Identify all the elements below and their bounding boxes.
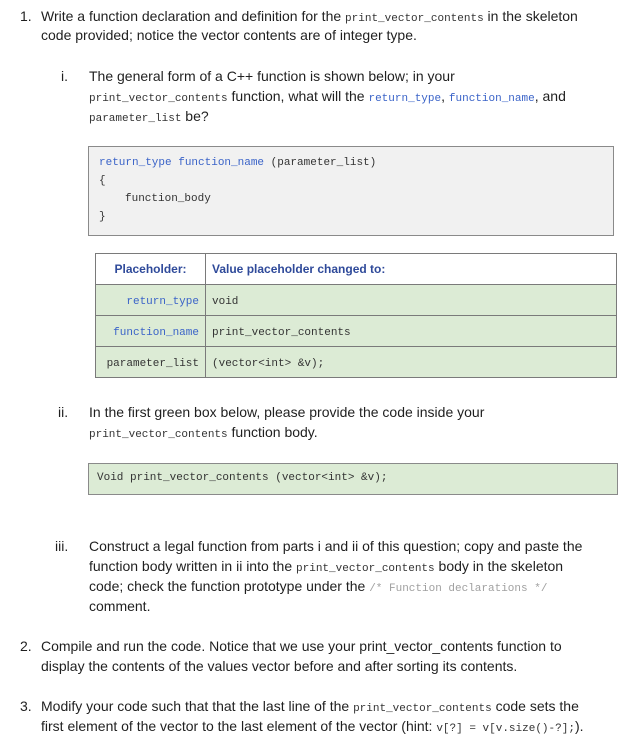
q2-line-1: Compile and run the code. Notice that we use your print_vector_contents function to [41, 638, 562, 654]
part-i-line-1: The general form of a C++ function is shown below; in your [89, 68, 455, 84]
value-cell: void [212, 295, 239, 308]
header-value: Value placeholder changed to: [206, 254, 617, 285]
part-i-text: be? [181, 108, 209, 124]
inline-code: function_name [448, 93, 535, 105]
q2-number: 2. [20, 638, 32, 654]
q3-number: 3. [20, 698, 32, 714]
part-i-text: , [441, 88, 449, 104]
part-iii-text: body in the skeleton [434, 558, 564, 574]
inline-code: return_type [368, 93, 442, 105]
placeholder-cell: return_type [126, 295, 199, 308]
general-function-code-box [88, 146, 614, 236]
q3-text: first element of the vector to the last element of the vector (hint: [41, 718, 437, 734]
inline-code: parameter_list [89, 113, 182, 125]
q1-code: print_vector_contents [345, 13, 484, 25]
part-iii-line-3 [89, 576, 547, 599]
answer-green-box[interactable] [88, 463, 618, 495]
value-cell: (vector<int> &v); [212, 357, 325, 370]
code-line-3: function_body [125, 193, 211, 205]
part-ii-line-2 [89, 422, 318, 445]
q3-text: code sets the [491, 698, 579, 714]
part-iii-line-4: comment. [89, 598, 151, 614]
part-iii-text: code; check the function prototype under the [89, 578, 370, 594]
part-iii-text: function body written in ii into the [89, 558, 297, 574]
q1-text: in the skeleton [483, 8, 578, 24]
table-row [96, 285, 617, 316]
part-iii-number: iii. [55, 538, 69, 554]
inline-code: v[?] = v[v.size()-?]; [436, 723, 575, 735]
header-placeholder: Placeholder: [96, 254, 206, 285]
table-header-row [96, 254, 617, 285]
inline-code: print_vector_contents [89, 429, 228, 441]
placeholder-table [95, 253, 617, 378]
q1-text: Write a function declaration and definition for the [41, 8, 346, 24]
code-blue-part: return_type function_name [99, 157, 265, 169]
table-row [96, 316, 617, 347]
part-i-number: i. [61, 68, 68, 84]
placeholder-cell: parameter_list [106, 357, 199, 370]
table-row [96, 347, 617, 378]
q2-line-2: display the contents of the values vector before and after sorting its contents. [41, 658, 518, 674]
q3-text: Modify your code such that that the last line of the [41, 698, 354, 714]
value-cell: print_vector_contents [212, 326, 351, 339]
q1-number: 1. [20, 8, 32, 24]
part-i-line-3 [89, 106, 209, 129]
code-line-2: { [99, 175, 106, 187]
q1-line-2: code provided; notice the vector contents are of integer type. [41, 27, 417, 43]
inline-code-comment: /* Function declarations */ [369, 583, 548, 595]
inline-code: print_vector_contents [353, 703, 492, 715]
part-i-text: function, what will the [227, 88, 369, 104]
part-ii-number: ii. [58, 404, 69, 420]
part-ii-text: function body. [227, 424, 318, 440]
inline-code: print_vector_contents [296, 563, 435, 575]
part-i-text: , and [534, 88, 566, 104]
placeholder-cell: function_name [113, 326, 199, 339]
code-line-1 [99, 156, 376, 170]
code-line-4: } [99, 211, 106, 223]
q3-line-2 [41, 716, 584, 739]
part-iii-line-1: Construct a legal function from parts i and ii of this question; copy and paste the [89, 538, 583, 554]
inline-code: print_vector_contents [89, 93, 228, 105]
code-rest-part: (parameter_list) [264, 157, 377, 169]
answer-code: Void print_vector_contents (vector<int> &v); [97, 472, 388, 484]
q3-text: ). [574, 718, 584, 734]
part-ii-line-1: In the first green box below, please provide the code inside your [89, 404, 485, 420]
